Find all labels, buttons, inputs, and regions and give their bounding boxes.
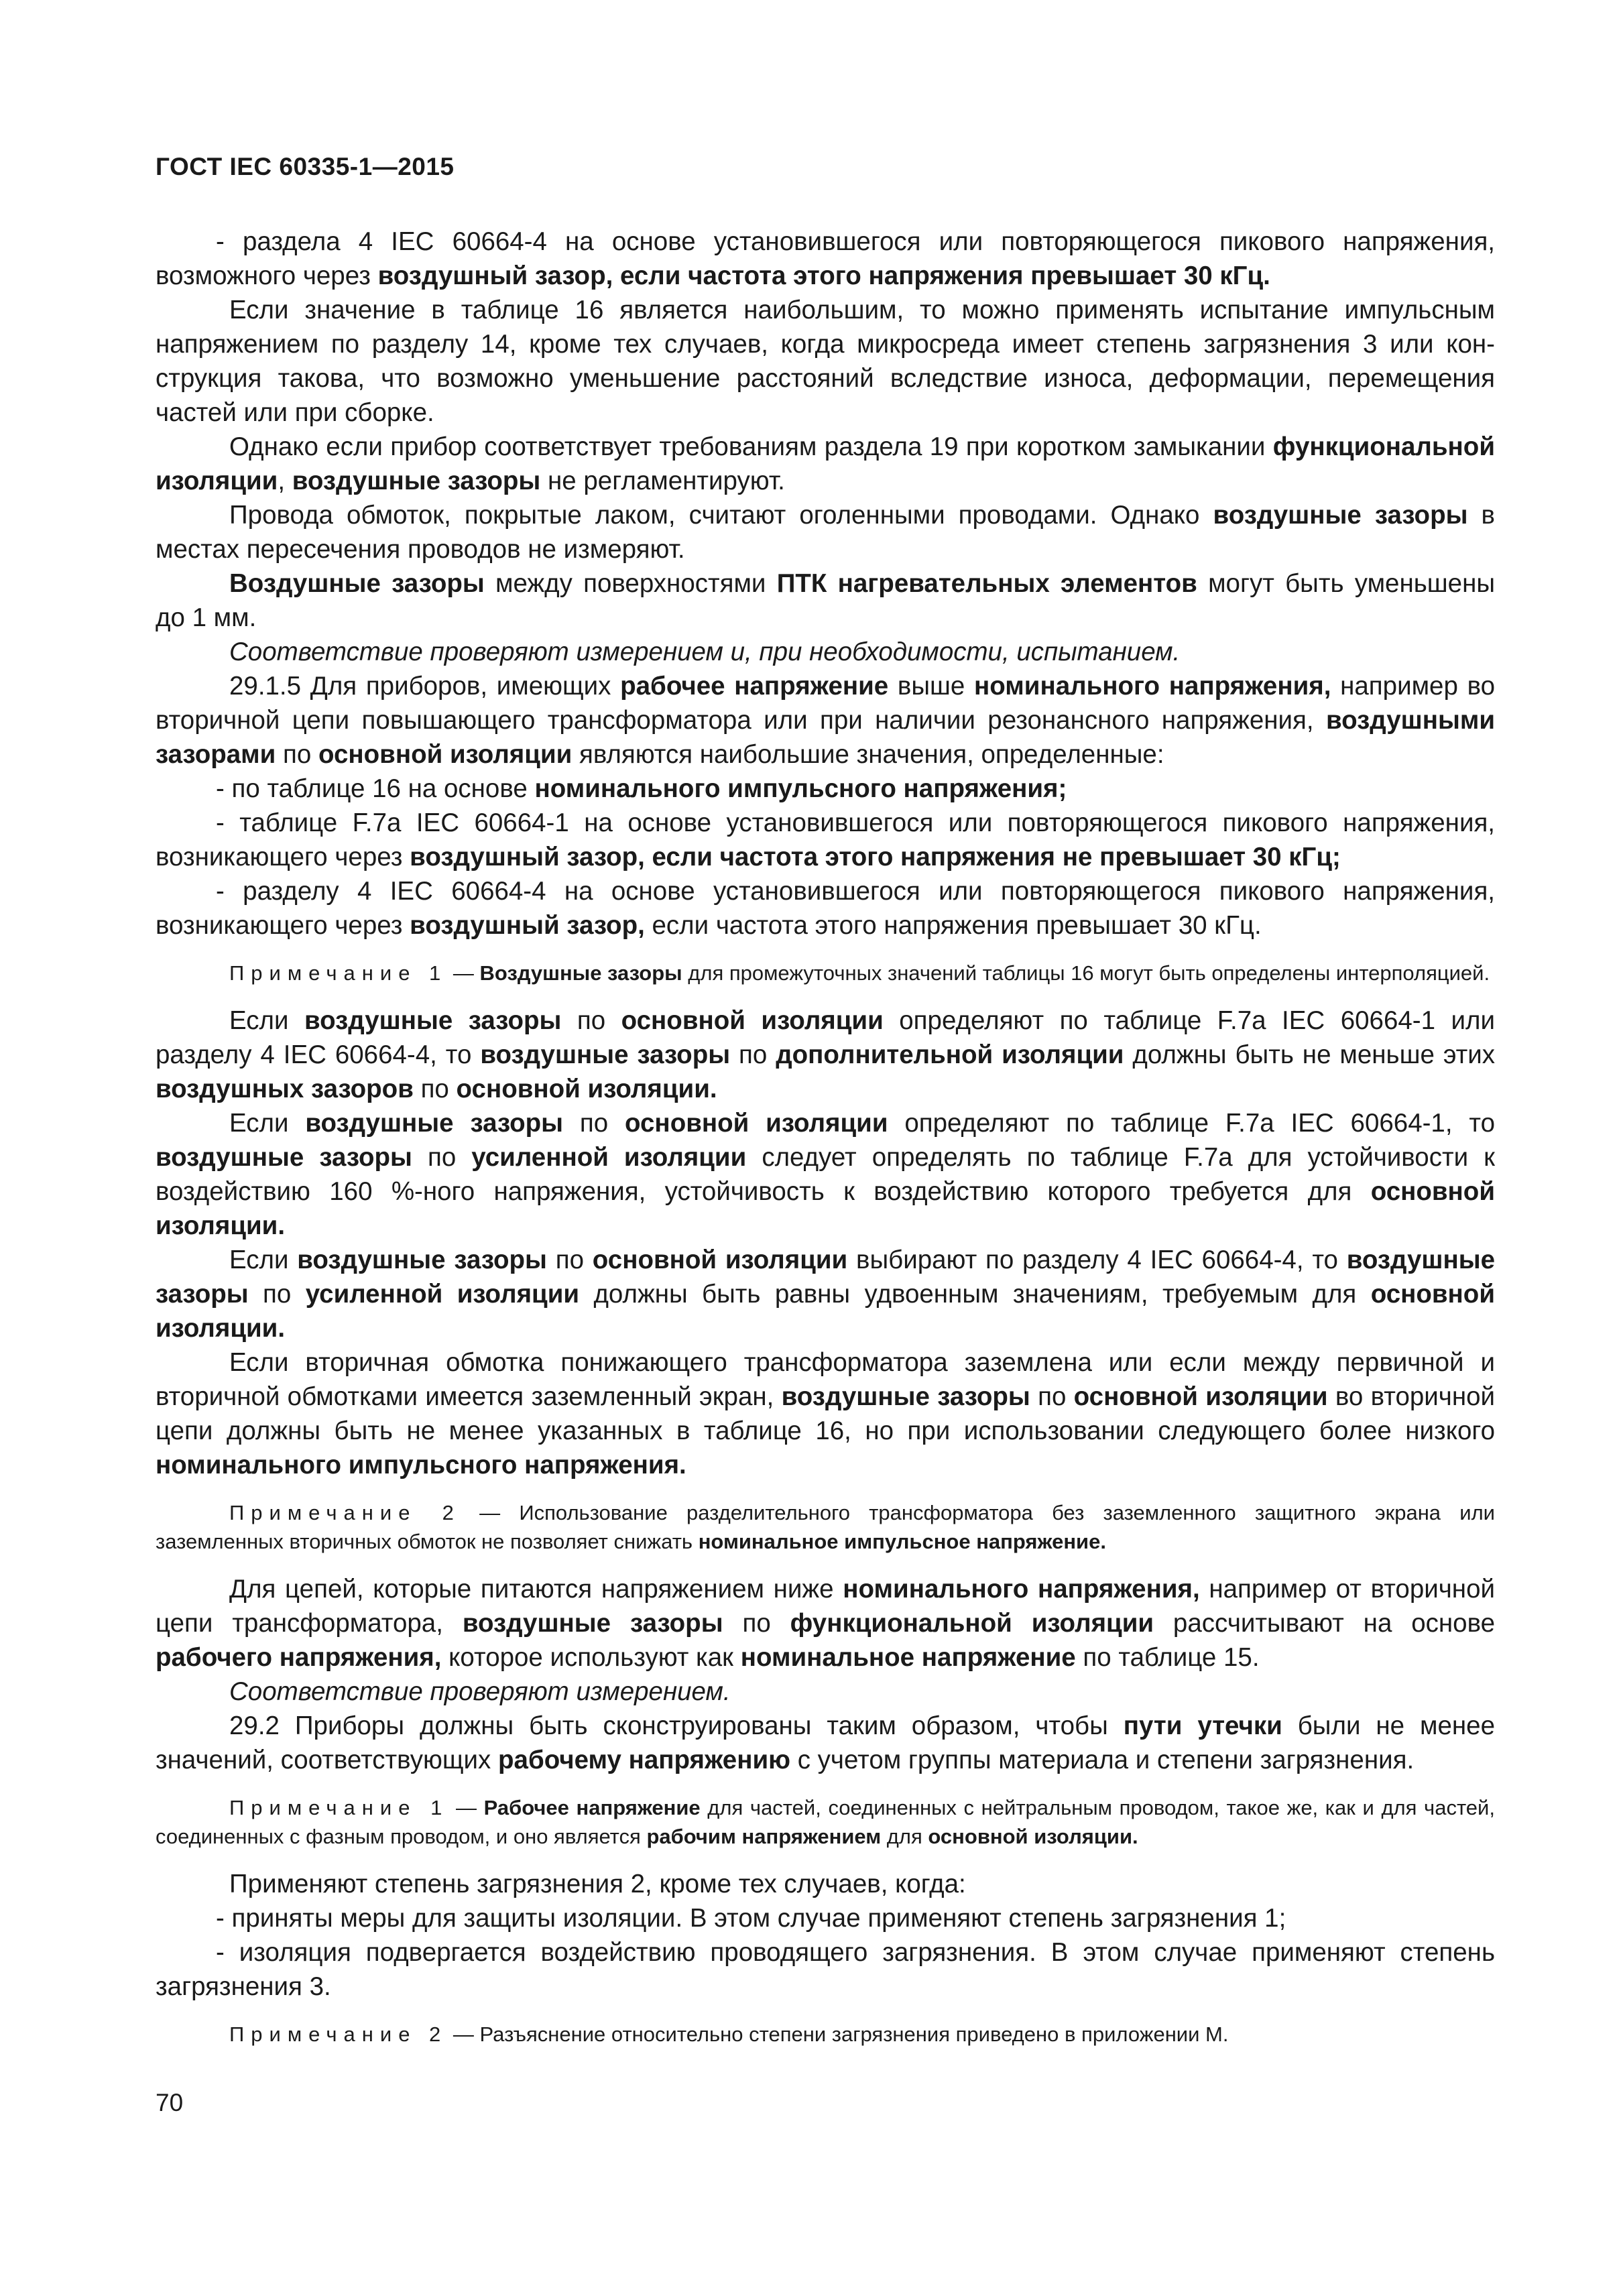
text-run: выбирают по разделу 4 IEC 60664-4, то <box>847 1246 1347 1274</box>
text-run: Если <box>229 1109 306 1138</box>
body-paragraph <box>156 1345 1495 1482</box>
text-run: во вторичной цепи должны быть не менее указанных в таблице 16, но при использовании следующего более низкого <box>156 1382 1496 1445</box>
bold-term: Воздушные зазоры <box>229 569 485 598</box>
bold-term: основной изоляции <box>318 740 573 769</box>
text-run: были не менее значений, соответствующих <box>156 1711 1495 1774</box>
document-body <box>156 225 1495 2065</box>
text-run: 29.1.5 Для приборов, имеющих <box>229 672 621 701</box>
text-run: - приняты меры для защиты изоляции. В этом случае применяют степень загрязнения 1; <box>216 1904 1286 1933</box>
bold-term: воздушные зазоры <box>781 1382 1030 1411</box>
text-run: Если <box>229 1006 304 1035</box>
bold-term: воздушный зазор, если частота этого напряжения превышает 30 кГц. <box>377 261 1270 290</box>
bold-term: основной изоляции. <box>156 1177 1495 1240</box>
text-run: которое используют как <box>441 1643 741 1672</box>
text-run: для <box>881 1825 928 1848</box>
bold-term: воздушные зазоры <box>304 1006 562 1035</box>
text-run: Соответствие проверяют измерением и, при необходимости, испытанием. <box>229 638 1181 666</box>
bold-term: Рабочее напряжение <box>483 1796 701 1819</box>
bold-term: усиленной изоляции <box>471 1143 747 1172</box>
text-run: являются наибольшие значения, определенные: <box>572 740 1164 769</box>
text-run: по <box>413 1075 457 1103</box>
text-run: Для цепей, которые питаются напряжением ниже <box>229 1575 843 1604</box>
bold-term: воздушных зазоров <box>156 1075 414 1103</box>
bold-term: пути утечки <box>1123 1711 1282 1740</box>
bold-term: воздушные зазоры <box>292 467 541 495</box>
bold-term: номинального напряжения, <box>974 672 1331 701</box>
bold-term: основной изоляции. <box>928 1825 1138 1848</box>
text-run: по <box>1030 1382 1074 1411</box>
text-run: — <box>448 1796 484 1819</box>
body-paragraph <box>156 1901 1495 1935</box>
text-run: в местах пересечения проводов не измеряют. <box>156 501 1495 564</box>
page-number: 70 <box>156 2089 184 2116</box>
note-paragraph <box>156 1793 1495 1851</box>
text-run: рассчитывают на основе <box>1154 1609 1496 1638</box>
bold-term: номинального импульсного напряжения; <box>534 774 1067 803</box>
text-run: - таблице F.7a IEC 60664-1 на основе установившегося или повторяющегося пикового напряжения, возникающего через <box>156 808 1495 871</box>
body-paragraph <box>156 1243 1495 1345</box>
body-paragraph <box>156 1935 1495 2004</box>
bold-term: основной изоляции. <box>156 1280 1495 1343</box>
text-run: могут быть уменьшены до 1 мм. <box>156 569 1496 632</box>
bold-term: рабочего напряжения, <box>156 1643 442 1672</box>
body-paragraph <box>156 1709 1495 1777</box>
bold-term: воздушные зазоры <box>305 1109 564 1138</box>
bold-term: основной изоляции <box>625 1109 888 1138</box>
text-run: Провода обмоток, покрытые лаком, считают оголенными проводами. Однако <box>229 501 1213 530</box>
text-run: - раздела 4 IEC 60664-4 на основе установившегося или повторяющегося пикового напряжения, возможного через <box>156 227 1495 290</box>
bold-term: усиленной изоляции <box>305 1280 580 1309</box>
text-run: Если значение в таблице 16 является наибольшим, то можно применять испытание импульсным напряжением по разделу 14, кроме тех случаев, когда микросреда имеет степень загрязнения 3 или конструкция такова, что возможно уменьшение расстояний вследствие износа, деформации, перемещения частей или при сборке. <box>156 296 1495 427</box>
text-run: 29.2 Приборы должны быть сконструированы таким образом, чтобы <box>229 1711 1124 1740</box>
note-paragraph <box>156 1498 1495 1556</box>
bold-term: номинальное импульсное напряжение. <box>698 1530 1106 1553</box>
body-paragraph <box>156 1675 1495 1709</box>
bold-term: воздушными зазорами <box>156 706 1495 769</box>
note-label: Примечание 2 <box>229 1501 461 1524</box>
text-run: Если вторичная обмотка понижающего трансформатора заземлена или если между первичной и вторичной обмотками имеется заземленный экран, <box>156 1348 1495 1411</box>
text-run: Применяют степень загрязнения 2, кроме тех случаев, когда: <box>229 1870 966 1898</box>
text-run: по <box>248 1280 306 1309</box>
text-run: между поверхностями <box>484 569 777 598</box>
text-run: - изоляция подвергается воздействию проводящего загрязнения. В этом случае применяют степень загрязнения 3. <box>156 1938 1495 2001</box>
bold-term: рабочим напряжением <box>646 1825 882 1848</box>
body-paragraph <box>156 1572 1495 1675</box>
text-run: по таблице 15. <box>1075 1643 1260 1672</box>
text-run: — Разъяснение относительно степени загрязнения приведено в приложении М. <box>447 2022 1229 2046</box>
bold-term: воздушные зазоры <box>156 1143 412 1172</box>
text-run: следует определять по таблице F.7a для устойчивости к воздействию 160 %-ного напряжения, устойчивость к воздействию которого требуется для <box>156 1143 1495 1206</box>
text-run: например от вторичной цепи трансформатора, <box>156 1575 1495 1638</box>
body-paragraph <box>156 874 1495 943</box>
bold-term: номинального импульсного напряжения. <box>156 1451 686 1479</box>
text-run: — Использование разделительного трансформатора без заземленного защитного экрана или заземленных вторичных обмоток не позволяет снижать <box>156 1501 1495 1553</box>
text-run: по <box>546 1246 593 1274</box>
body-paragraph <box>156 293 1495 430</box>
text-run: должны быть равны удвоенным значениям, требуемым для <box>579 1280 1371 1309</box>
text-run: Соответствие проверяют измерением. <box>229 1677 731 1706</box>
bold-term: рабочему напряжению <box>498 1746 791 1774</box>
text-run: - по таблице 16 на основе <box>216 774 535 803</box>
text-run: — <box>447 961 480 985</box>
body-paragraph <box>156 430 1495 498</box>
note-paragraph <box>156 2020 1495 2049</box>
body-paragraph <box>156 1867 1495 1901</box>
bold-term: дополнительной изоляции <box>776 1040 1124 1069</box>
bold-term: воздушный зазор, если частота этого напряжения не превышает 30 кГц; <box>410 843 1341 871</box>
text-run: для промежуточных значений таблицы 16 могут быть определены интерполяцией. <box>682 961 1490 985</box>
bold-term: номинального напряжения, <box>843 1575 1200 1604</box>
text-run: по <box>561 1006 621 1035</box>
bold-term: основной изоляции <box>1073 1382 1328 1411</box>
body-paragraph <box>156 225 1495 293</box>
bold-term: воздушные зазоры <box>462 1609 723 1638</box>
bold-term: основной изоляции <box>592 1246 848 1274</box>
bold-term: номинальное напряжение <box>740 1643 1076 1672</box>
text-run: с учетом группы материала и степени загрязнения. <box>790 1746 1415 1774</box>
body-paragraph <box>156 1106 1495 1243</box>
page-header: ГОСТ IEC 60335-1—2015 <box>156 153 455 180</box>
note-label: Примечание 1 <box>229 1796 449 1819</box>
text-run: например во вторичной цепи повышающего трансформатора или при наличии резонансного напряжения, <box>156 672 1495 735</box>
bold-term: ПТК нагревательных элементов <box>776 569 1197 598</box>
bold-term: функциональной изоляции <box>790 1609 1154 1638</box>
text-run: по <box>563 1109 625 1138</box>
text-run: , <box>278 467 292 495</box>
bold-term: рабочее напряжение <box>620 672 889 701</box>
note-paragraph <box>156 959 1495 987</box>
text-run: Если <box>229 1246 298 1274</box>
text-run: по <box>730 1040 776 1069</box>
note-label: Примечание 1 <box>229 961 448 985</box>
body-paragraph <box>156 566 1495 635</box>
text-run: определяют по таблице F.7a IEC 60664-1, то <box>888 1109 1496 1138</box>
bold-term: воздушный зазор, <box>410 911 645 940</box>
text-run: - разделу 4 IEC 60664-4 на основе установившегося или повторяющегося пикового напряжения, возникающего через <box>156 877 1495 940</box>
body-paragraph <box>156 806 1495 874</box>
note-label: Примечание 2 <box>229 2022 448 2046</box>
text-run: должны быть не меньше этих <box>1124 1040 1496 1069</box>
bold-term: основной изоляции. <box>456 1075 717 1103</box>
bold-term: Воздушные зазоры <box>479 961 682 985</box>
bold-term: воздушные зазоры <box>1213 501 1468 530</box>
bold-term: воздушные зазоры <box>297 1246 547 1274</box>
text-run: по <box>276 740 318 769</box>
body-paragraph <box>156 635 1495 669</box>
bold-term: воздушные зазоры <box>156 1246 1496 1309</box>
body-paragraph <box>156 772 1495 806</box>
text-run: если частота этого напряжения превышает 30 кГц. <box>644 911 1262 940</box>
bold-term: функциональной изоляции <box>156 432 1495 495</box>
text-run: выше <box>888 672 975 701</box>
text-run: по <box>723 1609 790 1638</box>
bold-term: основной изоляции <box>621 1006 884 1035</box>
text-run: для частей, соединенных с нейтральным проводом, такое же, как и для частей, соединенных с фазным проводом, и оно является <box>156 1796 1495 1848</box>
body-paragraph <box>156 669 1495 772</box>
text-run: по <box>412 1143 472 1172</box>
body-paragraph <box>156 498 1495 566</box>
text-run: Однако если прибор соответствует требованиям раздела 19 при коротком замыкании <box>229 432 1273 461</box>
text-run: определяют по таблице F.7a IEC 60664-1 или разделу 4 IEC 60664-4, то <box>156 1006 1496 1069</box>
bold-term: воздушные зазоры <box>480 1040 731 1069</box>
body-paragraph <box>156 1004 1495 1106</box>
text-run: не регламентируют. <box>540 467 785 495</box>
